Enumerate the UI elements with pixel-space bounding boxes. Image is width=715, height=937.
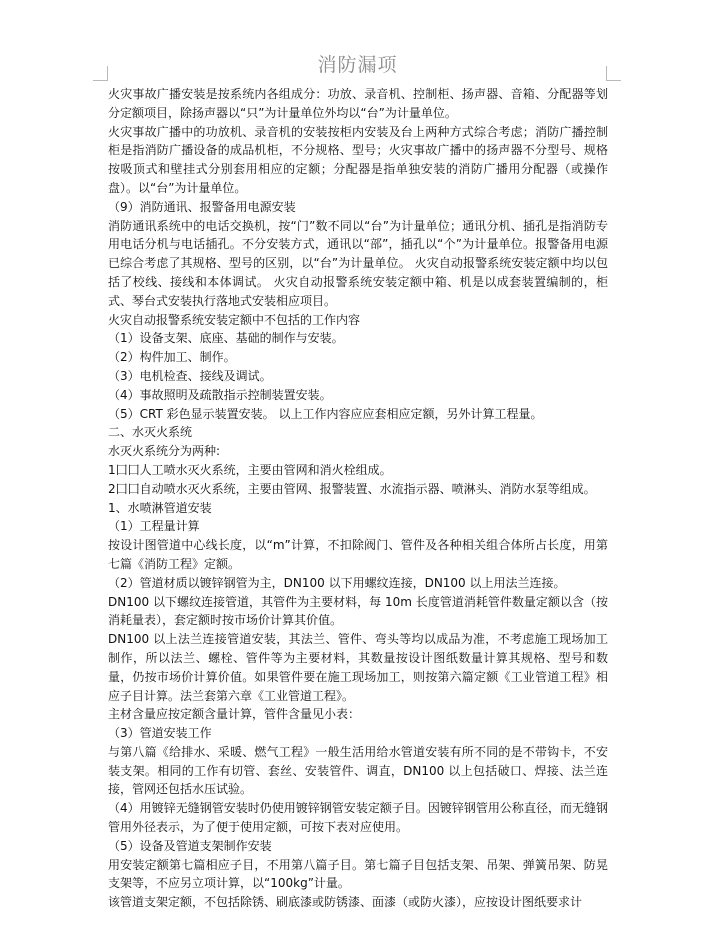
paragraph: 火灾自动报警系统安装定额中不包括的工作内容 (108, 312, 361, 327)
list-item: （3）电机检查、接线及调试。 (108, 368, 272, 383)
paragraph: 与第八篇《给排水、采暖、燃气工程》一般生活用给水管道安装有所不同的是不带钩卡，不安装支架。相同的工作有切管、套丝、安装管件、调直，DN100 以上包括破口、焊接、法兰连接，管网还包括水压试验。 (108, 744, 608, 797)
list-item: （2）管道材质以镀锌钢管为主，DN100 以下用螺纹连接，DN100 以上用法兰连接。 (108, 575, 566, 590)
paragraph: 消防通讯系统中的电话交换机，按“门”数不同以“台”为计量单位；通讯分机、插孔是指消防专用电话分机与电话插孔。不分安装方式，通讯以“部”，插孔以“个”为计量单位。报警备用电源已综合考虑了其规格、型号的区别，以“台”为计量单位。 火灾自动报警系统安装定额中均以包括了校线、接线和本体调试。 火灾自动报警系统安装定额中箱、机是以成套装置编制的，柜式、琴台式安装执行落地式安装相应项目。 (108, 218, 608, 308)
list-item: （1）工程量计算 (108, 519, 200, 534)
paragraph: DN100 以上法兰连接管道安装，其法兰、管件、弯头等均以成品为准，不考虑施工现场加工制作，所以法兰、螺栓、管件等为主要材料，其数量按设计图纸数量计算其规格、型号和数量，仍按市场价计算价值。如果管件要在施工现场加工，则按第六篇定额《工业管道工程》相应子目计算。法兰套第六章《工业管道工程》。 (108, 632, 608, 703)
list-item: （4）事故照明及疏散指示控制装置安装。 (108, 387, 332, 402)
document-body (108, 85, 608, 912)
section-heading: 1、水喷淋管道安装 (108, 500, 212, 515)
list-item: （5）设备及管道支架制作安装 (108, 838, 272, 853)
list-item: （2）构件加工、制作。 (108, 350, 236, 365)
list-item: 2囗囗自动喷水灭火系统，主要由管网、报警装置、水流指示器、喷淋头、消防水泵等组成。 (108, 481, 596, 496)
paragraph: 主材含量应按定额含量计算，管件含量见小表： (108, 707, 361, 722)
list-item: （4）用镀锌无缝钢管安装时仍使用镀锌钢管安装定额子目。因镀锌钢管用公称直径，而无缝钢管用外径表示，为了便于使用定额，可按下表对应使用。 (108, 801, 608, 835)
paragraph: DN100 以下螺纹连接管道，其管件为主要材料，每 10m 长度管道消耗管件数量定额以含（按消耗量表），套定额时按市场价计算其价值。 (108, 594, 608, 628)
section-heading: （9）消防通讯、报警备用电源安装 (108, 199, 296, 214)
list-item: （5）CRT 彩色显示装置安装。 以上工作内容应应套相应定额，另外计算工程量。 (108, 406, 543, 421)
list-item: （1）设备支架、底座、基础的制作与安装。 (108, 331, 344, 346)
page-title: 消防漏项 (317, 54, 398, 76)
section-heading: 二、水灭火系统 (108, 425, 193, 440)
paragraph: 该管道支架定额，不包括除锈、刷底漆或防锈漆、面漆（或防火漆），应按设计图纸要求计 (108, 895, 583, 910)
paragraph: 火灾事故广播中的功放机、录音机的安装按柜内安装及台上两种方式综合考虑；消防广播控制柜是指消防广播设备的成品机柜，不分规格、型号；火灾事故广播中的扬声器不分型号、规格按吸顶式和壁挂式分别套用相应的定额；分配器是指单独安装的消防广播用分配器（或操作盘）。以“台”为计量单位。 (108, 124, 608, 195)
paragraph: 按设计图管道中心线长度，以“m”计算，不扣除阀门、管件及各种相关组合体所占长度，用第七篇《消防工程》定额。 (108, 538, 608, 571)
list-item: 1囗囗人工喷水灭火系统，主要由管网和消火栓组成。 (108, 462, 392, 477)
paragraph: 用安装定额第七篇相应子目，不用第八篇子目。第七篇子目包括支架、吊架、弹簧吊架、防晃支架等，不应另立项计算，以“100kg”计量。 (108, 857, 608, 891)
paragraph: 火灾事故广播安装是按系统内各组成分：功放、录音机、控制柜、扬声器、音箱、分配器等划分定额项目，除扬声器以“只”为计量单位外均以“台”为计量单位。 (108, 87, 608, 120)
paragraph: 水灭火系统分为两种: (108, 444, 221, 459)
list-item: （3）管道安装工作 (108, 726, 212, 741)
